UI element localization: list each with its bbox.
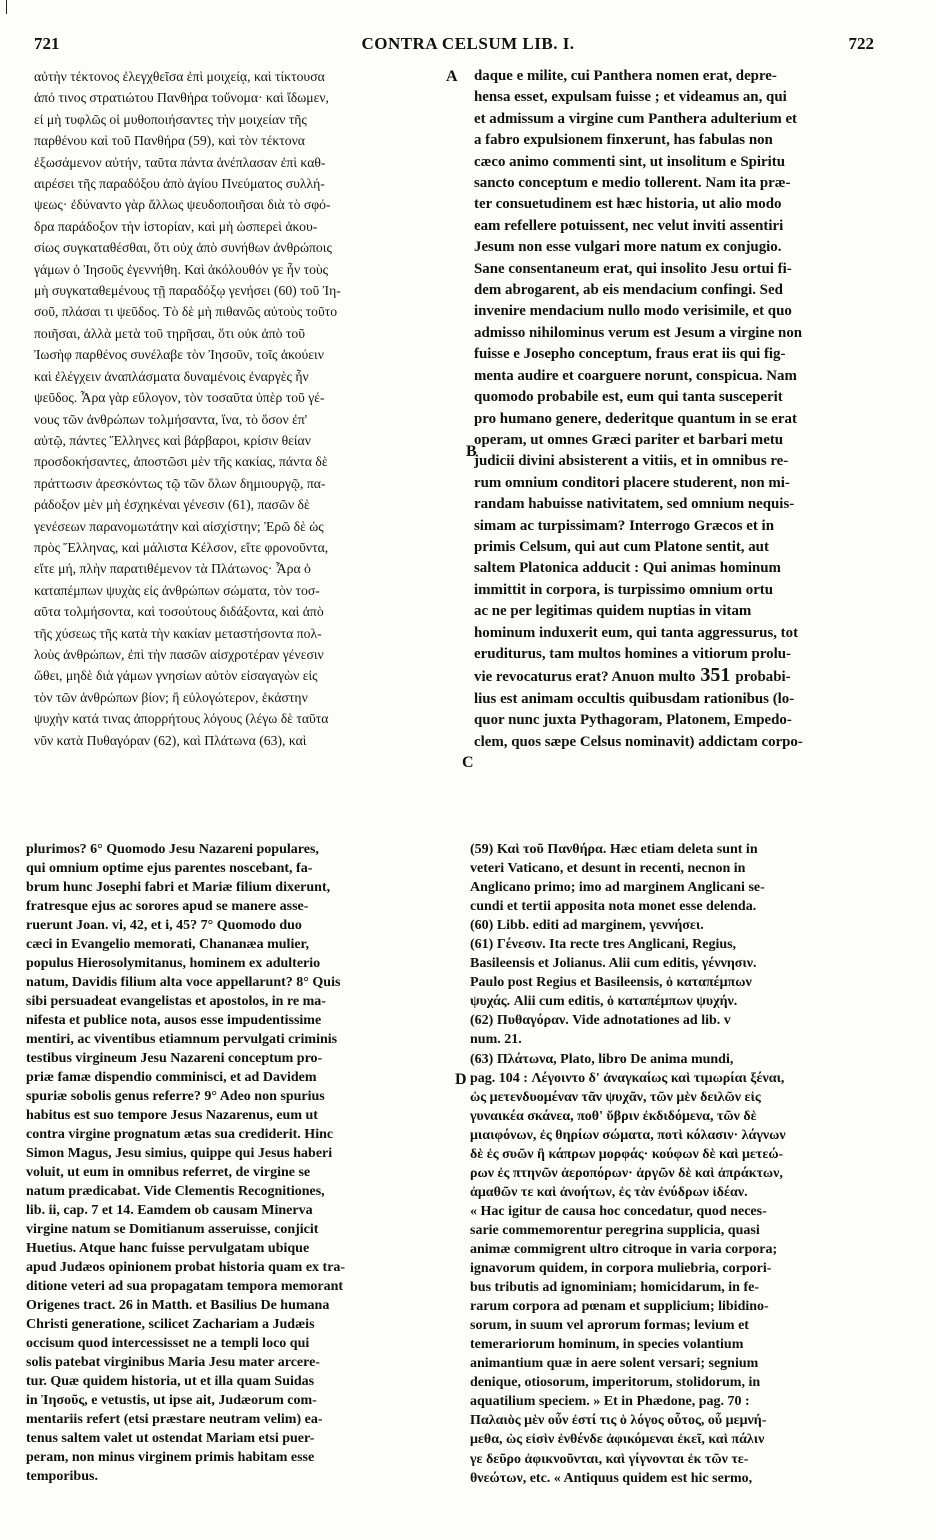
note-line: testibus virgineum Jesu Nazareni conceptum pro- [26,1051,323,1066]
note-line: animæ commigrent ultro citroque in varia corpora; [470,1241,778,1257]
note-line: cæci in Evangelio memorati, Chananæa mulier, [26,937,309,952]
greek-text-line: εἰ μὴ τυφλῶς οἱ μυθοποιήσαντες τὴν μοιχείαν τῆς [34,111,307,127]
note-line: ὡς μετενδυομέναν τᾶν ψυχᾶν, τῶν μὲν δειλῶν εἰς [470,1089,761,1105]
left-notes-column [26,840,446,1486]
greek-text-line: ψεως· ἐδύναντο γὰρ ἄλλως ψευδοποιῆσαι διὰ τὸ σφό- [34,197,331,213]
note-line: veteri Vaticano, et desunt in recenti, necnon in [470,861,746,877]
note-line: natum prædicabat. Vide Clementis Recognitiones, [26,1184,325,1199]
latin-text-line: daque e milite, cui Panthera nomen erat, depre- [474,68,777,84]
latin-text-line: eam refellere potuissent, nec velut inviti assentiri [474,217,784,234]
note-line: (60) Libb. editi ad marginem, γεννήσει. [470,918,704,934]
note-line: peram, non minus virginem primis habitam esse [26,1450,315,1465]
greek-text-line: ψεῦδος. Ἆρα γὰρ εὔλογον, τὸν τοσαῦτα ὑπὲρ τοῦ γέ- [34,390,325,406]
latin-text-line: invenire mendacium nullo modo verisimile, et quo [474,303,792,320]
greek-text-line: ψυχὴν κατά τινας ἀπορρήτους λόγους (λέγω δὲ ταῦτα [34,711,329,727]
note-line: γε δεῦρο ἀφικνοῦνται, καὶ γίγνονται ἐκ τῶν τε- [470,1451,749,1467]
latin-line-tail: probabi- [735,669,791,686]
latin-text-line: et admissum a virgine cum Panthera adulterium et [474,110,798,127]
note-line: sibi persuadeat evangelistas et apostolos, in re ma- [26,994,326,1009]
latin-text-line: Jesum non esse vulgari more natum ex conjugio. [474,239,782,256]
note-line: spuriæ sobolis genus referre? 9° Adeo non spurius [26,1089,325,1104]
note-line: μεθα, ὡς εἰσὶν ἐνθένδε ἀφικόμεναι ἐκεῖ, καὶ πάλιν [470,1432,765,1448]
page-edge-mark [6,0,7,14]
latin-text-line: Sane consentaneum erat, qui insolito Jesu ortui fi- [474,260,792,277]
latin-text-line: ter consuetudinem est hæc historia, ut alio modo [474,196,782,213]
note-line: apud Judæos opinionem probat historia quam ex tra- [26,1260,346,1275]
latin-text-line: hensa esset, expulsam fuisse ; et videamus an, qui [474,89,787,106]
latin-text-line: sancto conceptum e medio tollerent. Nam ita præ- [474,175,791,192]
greek-text-line: ὤθει, μηδὲ διὰ γάμων γνησίων αὐτὸν εἰσαγαγὼν εἰς [34,668,318,684]
note-line: mentariis refert (etsi præstare neutram velim) ea- [26,1412,323,1427]
note-line: ruerunt Joan. vi, 42, et i, 45? 7° Quomodo duo [26,918,302,933]
greek-text-line: αιρέσει τῆς παραδόξου ἀπὸ ἁγίου Πνεύματος συλλή- [34,176,325,192]
note-line: ditione veteri ad sua propagatam tempora memorant [26,1279,344,1294]
greek-text-line: αὐτὴν τέκτονος ἐλεγχθεῖσα ἐπὶ μοιχείᾳ, καὶ τίκτουσα [34,69,325,84]
note-line: nifesta et publice nota, ausos esse impudentissime [26,1013,322,1028]
greek-text-line: αὐτῷ, πάντες Ἕλληνες καὶ βάρβαροι, κρίσιν θείαν [34,432,311,448]
latin-text-line: eruditurus, tam multos homines a vitiorum prolu- [474,645,791,662]
note-line: δὲ ἐς συῶν ἢ κάπρων μορφάς· κούφων δὲ καὶ μετεώ- [470,1146,784,1162]
note-line: in Ἰησοῦς, e vetustis, ut ipse ait, Judæorum com- [26,1393,317,1408]
latin-text-line: randam habuisse nativitatem, sed omnium nequis- [474,496,795,513]
note-line: Huetius. Atque hanc fuisse pervulgatam ubique [26,1241,310,1256]
greek-text-line: καταπέμπων ψυχὰς εἰς ἀνθρώπων σώματα, τὸν τοσ- [34,582,320,598]
latin-text-line: cæco animo commenti sint, ut insolitum e Spiritu [474,153,786,170]
page-number-left: 721 [34,34,60,53]
greek-text-line: ποιῆσαι, ἀλλὰ μετὰ τοῦ τηρῆσαι, ὅτι οὐκ ἀπὸ τοῦ [34,325,306,341]
note-line: num. 21. [470,1032,522,1048]
greek-text-line: γενέσεων παρανομωτάτην καὶ αἰσχίστην; Ἐρῶ δὲ ὡς [34,518,324,534]
latin-text-line: judicii divini absisterent a vitiis, et in omnibus re- [474,453,789,470]
note-line: (63) Πλάτωνα, Plato, libro De anima mundi, [470,1051,734,1067]
section-marker-d: D [455,1071,467,1088]
latin-text-line: pro humano genere, dederitque quantum in se erat [474,410,797,427]
note-line: bus tributis ad ignominiam; homicidarum, in fe- [470,1280,759,1296]
greek-text-line: ράδοξον μὲν μὴ ἐσχηκέναι γένεσιν (61), πασῶν δὲ [34,497,310,513]
right-notes-column [470,840,890,1488]
greek-text-line: νῦν κατὰ Πυθαγόραν (62), καὶ Πλάτωνα (63), καὶ [34,732,307,748]
latin-text-line: menta audire et coarguere norunt, conspicua. Nam [474,367,797,384]
note-line: (62) Πυθαγόραν. Vide adnotationes ad lib. v [470,1013,731,1029]
latin-text-line: lius est animam occultis quibusdam rationibus (lo- [474,690,795,707]
note-line: fratresque ejus ac sorores apud se manere asse- [26,899,309,914]
latin-text-column [474,66,878,753]
note-line: mentiri, ac viventibus etiamnum pervulgati criminis [26,1032,338,1047]
note-line: ρων ἐς πτηνῶν ἀεροπόρων· ἀργῶν δὲ καὶ ἀπράκτων, [470,1165,783,1181]
latin-text-line: fuisse e Josepho conceptum, fraus erat iis qui fig- [474,346,786,363]
note-line: Basileensis et Jolianus. Alii cum editis, γέννησιν. [470,956,757,972]
note-line: θνεώτων, etc. « Antiquus quidem est hic sermo, [470,1470,753,1486]
greek-text-line: σίως συγκαταθέσθαι, ὅτι οὐχ ἀπὸ συνήθων ἀνθρώποις [34,240,332,256]
note-line: ignavorum quidem, in corpora muliebria, corpori- [470,1261,772,1277]
latin-text-line: primis Celsum, qui aut cum Platone sentit, aut [474,538,769,555]
note-line: aquatilium speciem. » Et in Phædone, pag. 70 : [470,1394,750,1410]
greek-text-line: ἀπό τινος στρατιώτου Πανθήρα τοὔνομα· καὶ ἴδωμεν, [34,90,329,106]
greek-text-line: ἐξωσάμενον αὐτήν, ταῦτα πάντα ἀνέπλασαν ἐπὶ καθ- [34,154,326,170]
page-number-right: 722 [848,34,874,53]
latin-text-line: saltem Platonica adducit : Qui animas hominum [474,560,781,577]
latin-text-line: a fabro expulsionem finxerunt, has fabulas non [474,132,773,149]
latin-text-line: dem abrogarent, ab eis mendacium confingi. Sed [474,282,783,299]
note-line: Παλαιὸς μὲν οὖν ἐστί τις ὁ λόγος οὗτος, οὗ μεμνή- [470,1413,767,1429]
note-line: populus Hierosolymitanus, hominem ex adulterio [26,956,321,971]
note-line: temerariorum hominum, in species volantium [470,1337,744,1353]
note-line: rarum corpora ad pœnam et supplicium; libidino- [470,1299,769,1315]
note-line: solis patebat virginibus Maria Jesu mater arcere- [26,1355,320,1370]
greek-text-line: αῦτα τολμήσοντα, καὶ τοσούτους διδάξοντα, καὶ ἀπὸ [34,604,324,620]
latin-text-line: vie revocaturus erat? Anuon multo 351 probabi- [474,665,791,687]
greek-text-line: γάμων ὁ Ἰησοῦς ἐγεννήθη. Καὶ ἀκόλουθόν γε ἦν τοὺς [34,261,329,277]
note-line: brum hunc Josephi fabri et Mariæ filium dixerunt, [26,880,331,895]
latin-text-line: hominum induxerit eum, qui tanta aggressurus, tot [474,624,799,641]
note-line: sorum, in suum vel aprorum formas; levium et [470,1318,749,1334]
note-line: plurimos? 6° Quomodo Jesu Nazareni populares, [26,842,319,857]
latin-text-line: admisso nihilominus verum est Jesum a virgine non [474,324,803,341]
migne-page-number: 351 [695,665,736,687]
greek-text-line: παρθένου καὶ τοῦ Πανθήρα (59), καὶ τὸν τέκτονα [34,133,305,149]
section-marker-c: C [462,754,474,771]
note-line: (61) Γένεσιν. Ita recte tres Anglicani, Regius, [470,937,737,953]
latin-text-line: immittit in corpora, is turpissimo omnium ortu [474,581,774,598]
latin-text-line: quomodo probabile est, eum qui tanta susceperit [474,389,783,406]
note-line: denique, otiosorum, imperitorum, stolidorum, in [470,1375,761,1391]
greek-text-line: εἴτε μή, πλὴν παρατιθέμενον τὰ Πλάτωνος· Ἆρα ὁ [34,561,311,577]
note-line: natum, Davidis filium alta voce appellarunt? 8° Quis [26,975,341,990]
note-line: ἀμαθῶν τε καὶ ἀνοήτων, ἐς τὰν ἐνύδρων ἰδέαν. [470,1184,748,1200]
greek-text-line: Ἰωσὴφ παρθένος συνέλαβε τὸν Ἰησοῦν, τοῖς ἀκούειν [34,347,324,363]
greek-text-line: τὸν τῶν ἀνθρώπων βίον; ἢ εὐλογώτερον, ἑκάστην [34,689,308,705]
greek-text-line: μὴ συγκαταθεμένους τῇ παραδόξῳ γενήσει (60) τοῦ Ἰη- [34,283,341,299]
note-line: pag. 104 : Λέγοιντο δ' ἀναγκαίως καὶ τιμωρίαι ξέναι, [470,1070,785,1086]
greek-text-line: πράττωσιν ἀρεσκόντως τῷ τῶν ὅλων δημιουργῷ, πα- [34,475,326,491]
note-line: Christi generatione, scilicet Zachariam a Judæis [26,1317,315,1332]
latin-text-line: operam, ut omnes Græci pariter et barbari metu [474,431,784,448]
note-line: (59) Καὶ τοῦ Πανθήρα. Hæc etiam deleta sunt in [470,842,758,857]
note-line: ψυχάς. Alii cum editis, ὁ καταπέμπων ψυχήν. [470,994,738,1010]
note-line: Anglicano primo; imo ad marginem Anglicani se- [470,880,765,896]
note-line: sarie commemorentur peregrina supplicia, quasi [470,1222,760,1238]
latin-text-line: quor nunc juxta Pythagoram, Platonem, Empedo- [474,712,792,729]
note-line: « Hac igitur de causa hoc concedatur, quod neces- [470,1203,767,1219]
note-line: γυναικέα σκάνεα, ποθ' ὕβριν ἐκδιδόμενα, τῶν δὲ [470,1108,757,1124]
greek-text-line: πρὸς Ἕλληνας, καὶ μάλιστα Κέλσον, εἴτε φρονοῦντα, [34,539,329,555]
greek-text-line: λοὺς ἀνθρώπων, ἐπὶ τὴν πασῶν αἰσχροτέραν γένεσιν [34,646,324,662]
note-line: animantium quæ in aere solent versari; segnium [470,1356,759,1372]
note-line: Simon Magus, Jesu simius, quippe qui Jesus haberi [26,1146,333,1161]
note-line: μιαιφόνων, ἐς θηρίων σώματα, ποτὶ κόλασιν· λάγνων [470,1127,786,1143]
note-line: tur. Quæ quidem historia, ut et illa quam Suidas [26,1374,315,1389]
section-marker-b: B [466,443,477,460]
note-line: priæ famæ dispendio comminisci, et ad Davidem [26,1070,317,1085]
latin-text-line: simam ac turpissimam? Interrogo Græcos et in [474,517,774,534]
greek-text-line: δρα παράδοξον τὴν ἱστορίαν, καὶ μὴ ὡσπερεὶ ἀκου- [34,218,318,234]
note-line: habitus est suo tempore Jesus Nazarenus, eum ut [26,1108,318,1123]
latin-text-line: ac ne per legitimas quidem nuptias in vitam [474,603,752,620]
note-line: voluit, ut eum in omnibus referret, de virgine se [26,1165,311,1180]
note-line: occisum quod intercessisset ne a templi loco qui [26,1336,310,1351]
section-marker-a: A [446,68,458,85]
greek-text-line: νους τῶν ἀνθρώπων τολμήσαντα, ἵνα, τὸ ὅσον ἐπ' [34,411,308,427]
latin-text-line: rum omnium conditori placere studerent, non mi- [474,474,790,491]
greek-text-column [34,66,462,751]
latin-text-line: clem, quos sæpe Celsus nominavit) addictam corpo- [474,733,803,750]
greek-text-line: σοῦ, πλάσαι τι ψεῦδος. Τὸ δὲ μὴ πιθανῶς αὐτοὺς τοῦτο [34,304,338,320]
running-title: CONTRA CELSUM LIB. I. [361,34,575,53]
greek-text-line: τῆς χύσεως τῆς κατὰ τὴν κακίαν μεταστήσοντα πολ- [34,625,322,641]
greek-text-line: καὶ ἐλέγχειν ἀναπλάσματα δυναμένοις ἐναργὲς ἦν [34,368,309,384]
note-line: temporibus. [26,1469,98,1484]
note-line: cundi et tertii apposita nota monet esse delenda. [470,899,757,915]
note-line: tenus saltem valet ut ostendat Mariam etsi puer- [26,1431,315,1446]
note-line: Paulo post Regius et Basileensis, ὁ καταπέμπων [470,975,752,991]
note-line: Origenes tract. 26 in Matth. et Basilius De humana [26,1298,330,1313]
greek-text-line: προσδοκήσαντες, ἀποστῶσι μὲν τῆς κακίας, πάντα δὲ [34,454,328,470]
note-line: qui omnium optime ejus parentes noscebant, fa- [26,861,313,876]
note-line: virgine natum se Domitianum asseruisse, conjicit [26,1222,319,1237]
note-line: contra virgine prognatum ætas sua crediderit. Hinc [26,1127,334,1142]
note-line: lib. ii, cap. 7 et 14. Eamdem ob causam Minerva [26,1203,313,1218]
